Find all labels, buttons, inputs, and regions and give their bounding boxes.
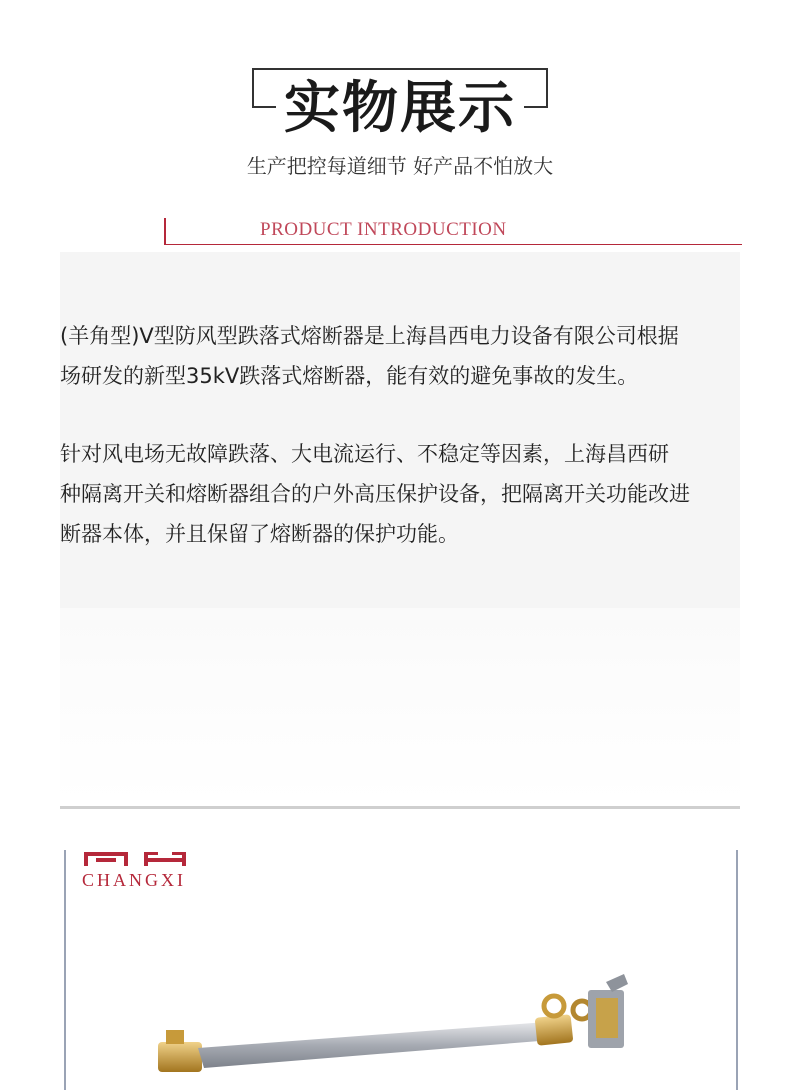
spacer-panel (60, 608, 740, 804)
product-introduction-header (164, 218, 742, 245)
product-introduction-label: PRODUCT INTRODUCTION (260, 219, 507, 240)
section-divider (60, 806, 740, 809)
page-subtitle: 生产把控每道细节 好产品不怕放大 (246, 154, 554, 178)
description-paragraph-1 (60, 316, 679, 396)
product-photo-frame (64, 850, 738, 1090)
brand-logo-text: CHANGXI (82, 870, 186, 890)
description-line: 断器本体，并且保留了熔断器的保护功能。 (60, 522, 459, 546)
description-line: 针对风电场无故障跌落、大电流运行、不稳定等因素，上海昌西研 (60, 442, 669, 466)
page-title: 实物展示 (284, 76, 516, 141)
description-panel (60, 252, 740, 608)
description-line: 场研发的新型35kV跌落式熔断器，能有效的避免事故的发生。 (60, 364, 639, 388)
description-paragraph-2 (60, 434, 690, 554)
changxi-logo-icon (82, 850, 212, 870)
description-line: 种隔离开关和熔断器组合的户外高压保护设备，把隔离开关功能改进 (60, 482, 690, 506)
fuse-product-photo (66, 970, 736, 1090)
description-line: (羊角型)V型防风型跌落式熔断器是上海昌西电力设备有限公司根据 (60, 324, 679, 348)
